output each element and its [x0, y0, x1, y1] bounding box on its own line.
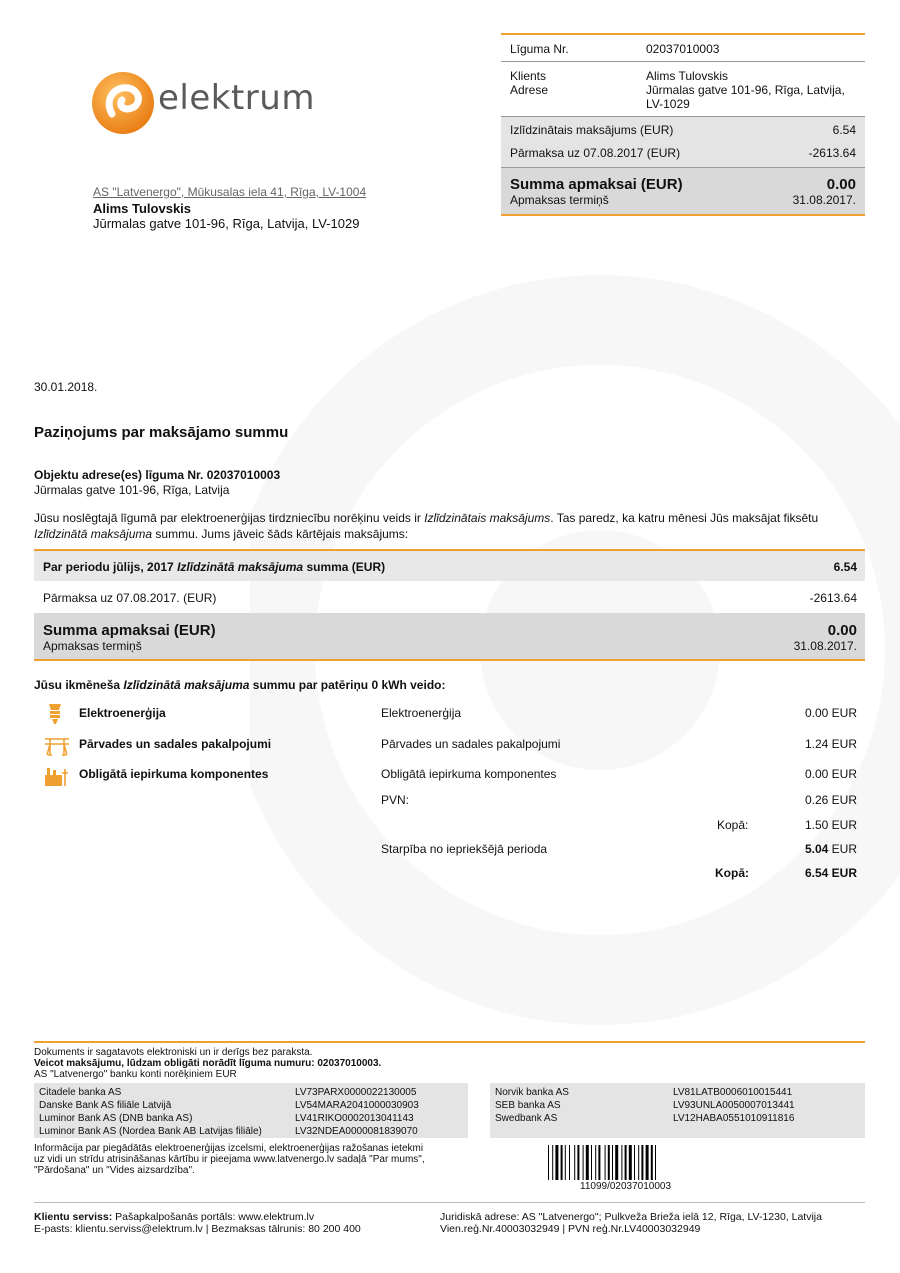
equalized-payment-value: 6.54	[832, 123, 856, 137]
footer-payment-note: Veicot maksājumu, lūdzam obligāti norādīt līguma numuru: 02037010003.	[34, 1058, 382, 1069]
document-title: Paziņojums par maksājamo summu	[34, 424, 289, 441]
legal-address: Juridiskā adrese: AS "Latvenergo"; Pulkveža Brieža ielā 12, Rīga, LV-1230, Latvija	[440, 1211, 822, 1223]
contract-number-label: Līguma Nr.	[510, 42, 569, 56]
breakdown-row-value: 1.24 EUR	[804, 737, 857, 751]
difference-label: Starpība no iepriekšējā perioda	[381, 842, 548, 856]
customer-service-line: Klientu serviss: Pašapkalpošanās portāls: www.elektrum.lv	[34, 1211, 315, 1223]
object-heading: Objektu adrese(es) līguma Nr. 02037010003	[34, 468, 281, 482]
bank-name: Swedbank AS	[495, 1113, 558, 1124]
bank-name: Citadele banka AS	[39, 1087, 122, 1098]
barcode-number: 11099/02037010003	[580, 1181, 672, 1192]
subtotal-label: Kopā:	[717, 818, 749, 832]
bank-iban: LV41RIKO0002013041143	[295, 1113, 414, 1124]
lightbulb-icon	[46, 702, 64, 726]
client-value: Alims Tulovskis	[646, 69, 729, 83]
address-label: Adrese	[510, 83, 549, 97]
bank-iban: LV54MARA2041000030903	[295, 1100, 419, 1111]
overpayment-label: Pārmaksa uz 07.08.2017 (EUR)	[510, 146, 681, 160]
bank-iban: LV73PARX0000022130005	[295, 1087, 417, 1098]
equalized-payment-label: Izlīdzinātais maksājums (EUR)	[510, 123, 674, 137]
footer-info-line: "Pārdošana" un "Vides aizsardzība".	[34, 1165, 195, 1176]
footer-bank-accounts-heading: AS "Latvenergo" banku konti norēķiniem EUR	[34, 1069, 237, 1080]
overpayment-value: -2613.64	[808, 146, 856, 160]
object-address: Jūrmalas gatve 101-96, Rīga, Latvija	[34, 483, 230, 497]
total-label: Kopā:	[715, 866, 749, 880]
difference-value: 5.04 EUR	[804, 842, 857, 856]
period-overpayment-label: Pārmaksa uz 07.08.2017. (EUR)	[43, 591, 217, 605]
intro-paragraph: Jūsu noslēgtajā līgumā par elektroenerģijas tirdzniecību norēķinu veids ir Izlīdzinātais maksājums. Tas paredz, ka katru mēnesi Jūs maksājat fiksētu Izlīdzinātā maksājuma summu. Jums jāveic šāds kārtējais maksājums:	[34, 511, 819, 541]
bank-name: Luminor Bank AS (DNB banka AS)	[39, 1113, 193, 1124]
footer-info-line: Informācija par piegādātās elektroenerģijas izcelsmi, elektroenerģijas ražošanas ietekmi	[34, 1143, 424, 1154]
subtotal-value: 1.50 EUR	[804, 818, 857, 832]
bank-iban: LV93UNLA0050007013441	[673, 1100, 795, 1111]
category-electricity: Elektroenerģija	[79, 706, 166, 720]
due-date-value: 31.08.2017.	[792, 193, 856, 207]
power-line-icon	[44, 736, 70, 756]
breakdown-row-label: PVN:	[381, 793, 410, 807]
barcode	[548, 1145, 686, 1180]
bank-name: Danske Bank AS filiāle Latvijā	[39, 1100, 172, 1111]
contract-number-value: 02037010003	[646, 42, 720, 56]
registration-numbers: Vien.reģ.Nr.40003032949 | PVN reģ.Nr.LV40003032949	[440, 1223, 701, 1235]
bank-iban: LV81LATB0006010015441	[673, 1087, 793, 1098]
bank-iban: LV32NDEA0000081839070	[295, 1126, 418, 1137]
sum-due-label: Summa apmaksai (EUR)	[510, 176, 683, 193]
contract-summary-box	[501, 33, 865, 216]
elektrum-logo-icon	[90, 70, 156, 136]
breakdown-row-label: Pārvades un sadales pakalpojumi	[381, 737, 561, 751]
period-sum-label: Summa apmaksai (EUR)	[43, 622, 216, 639]
document-date: 30.01.2018.	[34, 380, 98, 394]
period-due-label: Apmaksas termiņš	[43, 639, 142, 653]
period-row-value: 6.54	[833, 560, 857, 574]
sum-due-value: 0.00	[826, 176, 856, 193]
category-transmission: Pārvades un sadales pakalpojumi	[79, 737, 272, 751]
breakdown-row-label: Obligātā iepirkuma komponentes	[381, 767, 557, 781]
sender-address: AS "Latvenergo", Mūkusalas iela 41, Rīga, LV-1004	[93, 185, 367, 199]
period-row-label: Par periodu jūlijs, 2017 Izlīdzinātā maksājuma summa (EUR)	[43, 560, 386, 574]
breakdown-row-label: Elektroenerģija	[381, 706, 462, 720]
recipient-address: Jūrmalas gatve 101-96, Rīga, Latvija, LV-1029	[93, 216, 360, 231]
customer-service-contacts: E-pasts: klientu.serviss@elektrum.lv | Bezmaksas tālrunis: 80 200 400	[34, 1223, 361, 1235]
breakdown-heading: Jūsu ikmēneša Izlīdzinātā maksājuma summu par patēriņu 0 kWh veido:	[34, 678, 446, 692]
address-value-line2: LV-1029	[646, 97, 690, 111]
total-value: 6.54 EUR	[804, 866, 857, 880]
bank-name: Norvik banka AS	[495, 1087, 569, 1098]
period-overpayment-value: -2613.64	[809, 591, 857, 605]
factory-icon	[44, 765, 70, 787]
period-due-value: 31.08.2017.	[793, 639, 857, 653]
footer-electronic-note: Dokuments ir sagatavots elektroniski un ir derīgs bez paraksta.	[34, 1047, 313, 1058]
due-date-label: Apmaksas termiņš	[510, 193, 609, 207]
bank-name: SEB banka AS	[495, 1100, 561, 1111]
bank-name: Luminor Bank AS (Nordea Bank AB Latvijas filiāle)	[39, 1126, 262, 1137]
client-label: Klients	[510, 69, 547, 83]
breakdown-row-value: 0.26 EUR	[804, 793, 857, 807]
breakdown-row-value: 0.00 EUR	[804, 706, 857, 720]
logo-wordmark: elektrum	[158, 78, 315, 118]
period-sum-value: 0.00	[827, 622, 857, 639]
footer-info-line: uz vidi un strīdu atrisināšanas kārtību ir pieejama www.latvenergo.lv sadaļā "Par mums",	[34, 1154, 425, 1165]
breakdown-row-value: 0.00 EUR	[804, 767, 857, 781]
category-mandatory-procurement: Obligātā iepirkuma komponentes	[79, 767, 269, 781]
recipient-name: Alims Tulovskis	[93, 201, 192, 216]
address-value-line1: Jūrmalas gatve 101-96, Rīga, Latvija,	[646, 83, 845, 97]
bank-iban: LV12HABA0551010911816	[673, 1113, 795, 1124]
